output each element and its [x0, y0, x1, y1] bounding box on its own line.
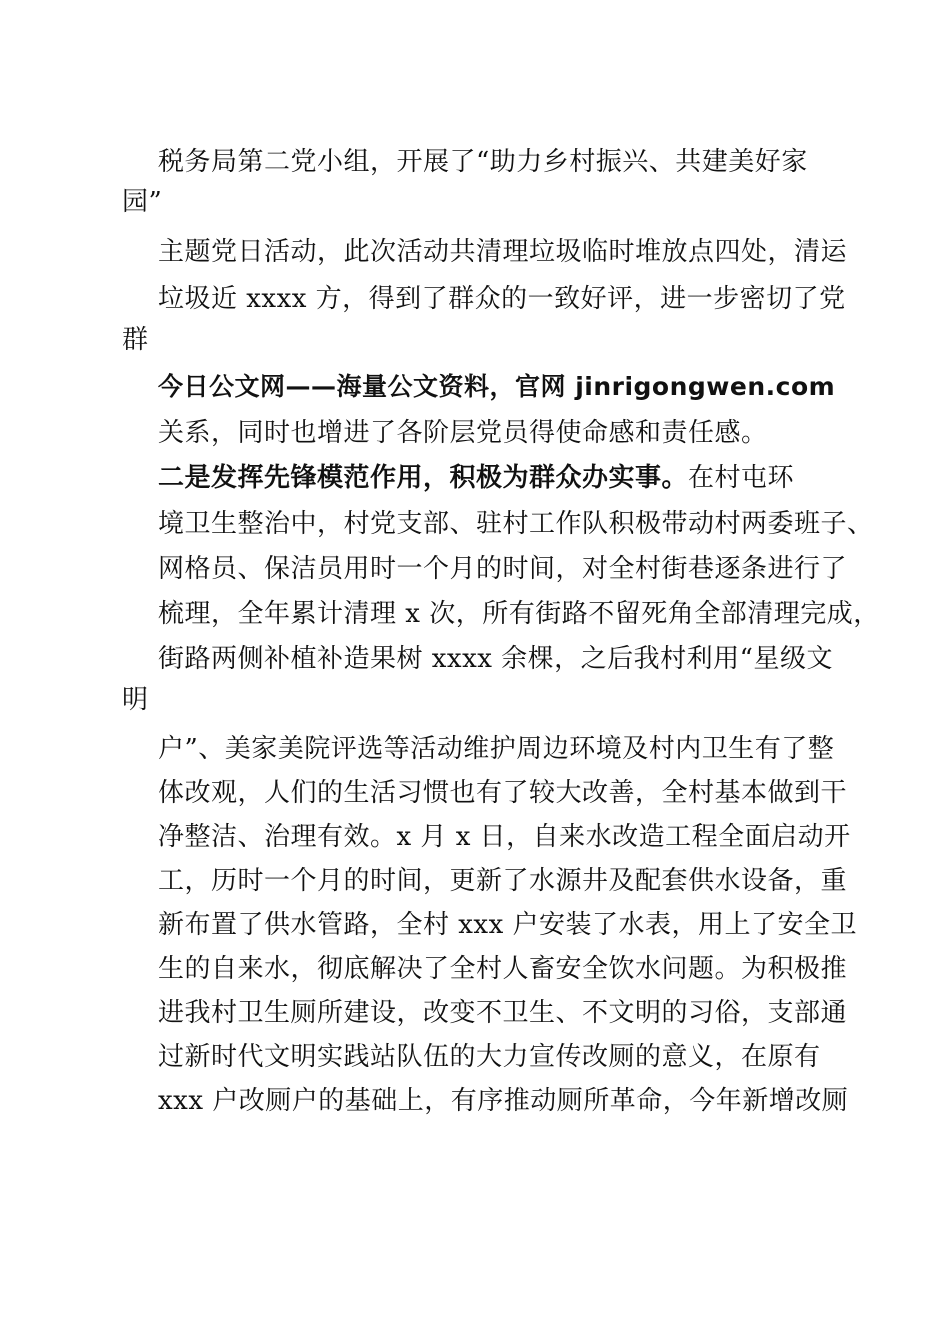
section-heading-continuation: 在村屯环 [688, 463, 795, 493]
paragraph-line-12: 户”、美家美院评选等活动维护周边环境及村内卫生有了整 [158, 734, 835, 764]
paragraph-line-8: 网格员、保洁员用时一个月的时间，对全村街巷逐条进行了 [158, 554, 848, 584]
paragraph-line-14: 净整洁、治理有效。x 月 x 日，自来水改造工程全面启动开 [158, 822, 851, 852]
paragraph-line-17: 生的自来水，彻底解决了全村人畜安全饮水问题。为积极推 [158, 954, 848, 984]
paragraph-line-18: 进我村卫生厕所建设，改变不卫生、不文明的习俗，支部通 [158, 998, 848, 1028]
paragraph-line-15: 工，历时一个月的时间，更新了水源井及配套供水设备，重 [158, 866, 848, 896]
paragraph-line-3: 主题党日活动，此次活动共清理垃圾临时堆放点四处，清运 [158, 237, 848, 267]
paragraph-line-11: 明 [122, 685, 149, 715]
paragraph-line-19: 过新时代文明实践站队伍的大力宣传改厕的意义，在原有 [158, 1042, 821, 1072]
paragraph-line-9: 梳理，全年累计清理 x 次，所有街路不留死角全部清理完成， [158, 599, 880, 629]
paragraph-line-7: 境卫生整治中，村党支部、驻村工作队积极带动村两委班子、 [158, 509, 874, 539]
section-heading-line [158, 462, 794, 494]
section-heading: 二是发挥先锋模范作用，积极为群众办实事。 [158, 463, 689, 493]
paragraph-line-13: 体改观，人们的生活习惯也有了较大改善，全村基本做到干 [158, 778, 848, 808]
paragraph-line-6: 关系，同时也增进了各阶层党员得使命感和责任感。 [158, 418, 768, 448]
paragraph-line-4: 垃圾近 xxxx 方，得到了群众的一致好评，进一步密切了党 [158, 284, 846, 314]
paragraph-line-10: 街路两侧补植补造果树 xxxx 余棵，之后我村利用“星级文 [158, 644, 833, 674]
website-banner: 今日公文网——海量公文资料，官网 jinrigongwen.com [158, 372, 836, 401]
paragraph-line-20: xxx 户改厕户的基础上，有序推动厕所革命，今年新增改厕 [158, 1086, 849, 1116]
paragraph-line-2: 园” [122, 187, 163, 217]
paragraph-line-5: 群 [122, 325, 149, 355]
paragraph-line-1: 税务局第二党小组，开展了“助力乡村振兴、共建美好家 [158, 147, 808, 177]
paragraph-line-16: 新布置了供水管路，全村 xxx 户安装了水表，用上了安全卫 [158, 910, 858, 940]
